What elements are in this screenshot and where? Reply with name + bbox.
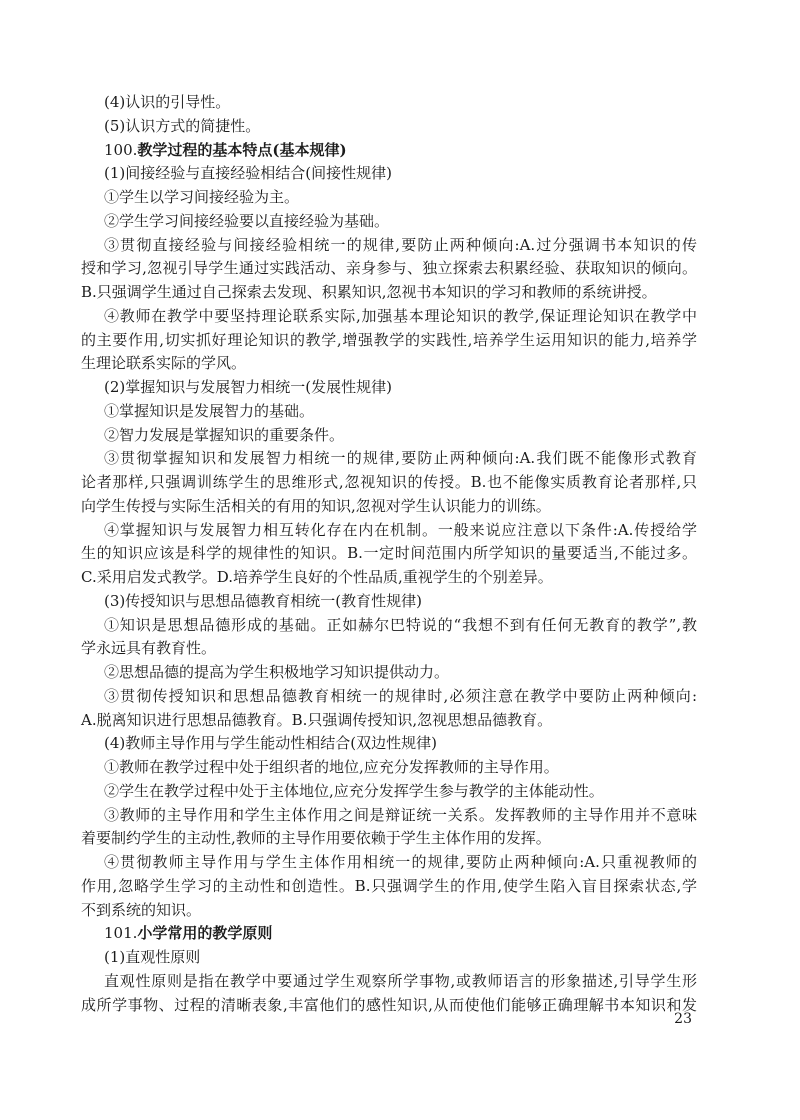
section-number: 100. [104,140,138,159]
section-heading-101 [81,922,697,946]
text-line: ②智力发展是掌握知识的重要条件。 [104,425,345,444]
text-line: C.采用启发式教学。D.培养学生良好的个性品质,重视学生的个别差异。 [81,568,553,586]
text-line: (4)认识的引导性。 [104,93,231,111]
text-line: 作用,忽略学生学习的主动性和创造性。B.只强调学生的作用,使学生陷入盲目探索状态,学 [81,876,697,895]
text-line: (4)教师主导作用与学生能动性相结合(双边性规律) [104,734,437,753]
text-line: ③贯彻直接经验与间接经验相统一的规律,要防止两种倾向:A.过分强调书本知识的传 [104,235,697,254]
text-line: 着要制约学生的主动性,教师的主导作用要依赖于学生主体作用的发挥。 [81,829,551,848]
text-line: (1)间接经验与直接经验相结合(间接性规律) [104,164,392,183]
text-line: 直观性原则是指在教学中要通过学生观察所学事物,或教师语言的形象描述,引导学生形 [104,971,697,990]
text-line: (1)直观性原则 [104,948,201,966]
text-line: ③贯彻掌握知识和发展智力相统一的规律,要防止两种倾向:A.我们既不能像形式教育 [104,449,697,468]
text-line: B.只强调学生通过自己探索去发现、积累知识,忽视书本知识的学习和教师的系统讲授。 [81,283,657,301]
page-number: 23 [674,1011,692,1027]
text-line: ①学生以学习间接经验为主。 [104,188,300,206]
text-line: ③贯彻传授知识和思想品德教育相统一的规律时,必须注意在教学中要防止两种倾向: [104,686,697,705]
text-line: (2)掌握知识与发展智力相统一(发展性规律) [104,378,392,396]
section-heading-100 [81,139,697,163]
text-line: ①教师在教学过程中处于组织者的地位,应充分发挥教师的主导作用。 [104,758,559,776]
text-line: 论者那样,只强调训练学生的思维形式,忽视知识的传授。B.也不能像实质教育论者那样,只 [81,473,697,491]
text-line: 的主要作用,切实抓好理论知识的教学,增强教学的实践性,培养学生运用知识的能力,培养学 [81,330,697,349]
text-line: ④教师在教学中要坚持理论联系实际,加强基本理论知识的教学,保证理论知识在教学中 [104,306,697,325]
section-title: 教学过程的基本特点(基本规律) [137,140,347,159]
text-line: ④掌握知识与发展智力相互转化存在内在机制。一般来说应注意以下条件:A.传授给学 [104,520,697,539]
text-line: 不到系统的知识。 [81,900,202,919]
text-line: ③教师的主导作用和学生主体作用之间是辩证统一关系。发挥教师的主导作用并不意味 [104,805,697,824]
text-line: ①掌握知识是发展智力的基础。 [104,401,315,420]
page-body [81,91,697,1017]
text-line: (5)认识方式的简捷性。 [104,116,261,135]
text-line: ④贯彻教师主导作用与学生主体作用相统一的规律,要防止两种倾向:A.只重视教师的 [104,853,697,871]
text-line: 成所学事物、过程的清晰表象,丰富他们的感性知识,从而使他们能够正确理解书本知识和发 [81,995,697,1014]
text-line: ②学生在教学过程中处于主体地位,应充分发挥学生参与教学的主体能动性。 [104,781,604,800]
text-line: 生理论联系实际的学风。 [81,354,247,373]
text-line: (3)传授知识与思想品德教育相统一(教育性规律) [104,591,422,610]
text-line: ②学生学习间接经验要以直接经验为基础。 [104,211,390,230]
text-line: A.脱离知识进行思想品德教育。B.只强调传授知识,忽视思想品德教育。 [81,710,553,729]
text-line: 生的知识应该是科学的规律性的知识。B.一定时间范围内所学知识的量要适当,不能过多。 [81,544,697,563]
text-line: ②思想品德的提高为学生积极地学习知识提供动力。 [104,663,450,681]
section-title: 小学常用的教学原则 [137,924,273,943]
text-line: 学永远具有教育性。 [81,639,217,658]
text-line: ①知识是思想品德形成的基础。正如赫尔巴特说的“我想不到有任何无教育的教学”,教 [104,615,697,634]
text-line: 授和学习,忽视引导学生通过实践活动、亲身参与、独立探索去积累经验、获取知识的倾向。 [81,259,697,278]
text-line: 向学生传授与实际生活相关的有用的知识,忽视对学生认识能力的训练。 [81,496,551,515]
section-number: 101. [104,924,138,943]
